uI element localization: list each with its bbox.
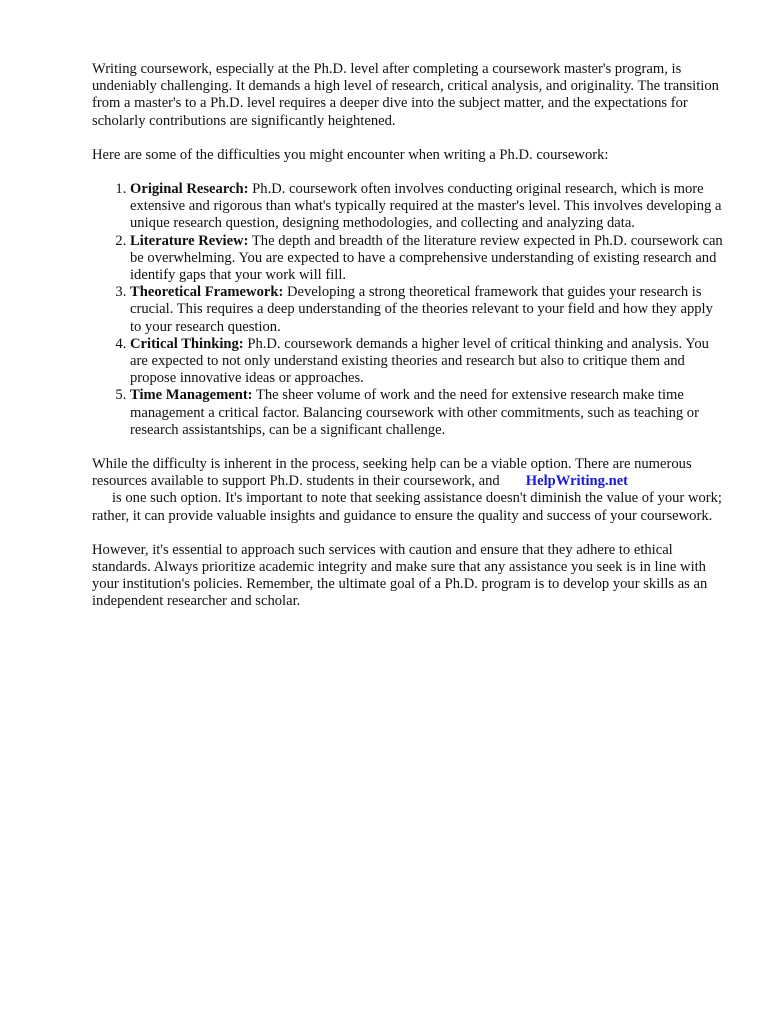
- help-text-after: is one such option. It's important to note that seeking assistance doesn't diminish the value of your work; rather, it can provide valuable insights and guidance to ensure the quality and success of your coursework.: [92, 490, 722, 524]
- list-item-text: Ph.D. coursework often involves conducting original research, which is more extensive and rigorous than what's typically required at the master's level. This involves developing a unique research question, designing methodologies, and collecting and analyzing data.: [130, 181, 722, 232]
- list-item-text: The depth and breadth of the literature review expected in Ph.D. coursework can be overwhelming. You are expected to have a comprehensive understanding of existing research and identify gaps that your work will fill.: [130, 232, 723, 284]
- help-paragraph: [92, 456, 726, 525]
- list-item: [130, 233, 726, 285]
- helpwriting-link[interactable]: HelpWriting.net: [525, 473, 629, 490]
- list-item-text: Ph.D. coursework demands a higher level of critical thinking and analysis. You are expected to not only understand existing theories and research but also to critique them and propose innovative ideas or approaches.: [130, 335, 709, 387]
- list-item-term: Original Research:: [130, 181, 249, 198]
- closing-paragraph: However, it's essential to approach such services with caution and ensure that they adhere to ethical standards. Always prioritize academic integrity and make sure that any assistance you seek is in line with your institution's policies. Remember, the ultimate goal of a Ph.D. program is to develop your skills as an independent researcher and scholar.: [92, 541, 708, 610]
- list-item-term: Theoretical Framework:: [130, 284, 284, 301]
- help-text-before: While the difficulty is inherent in the process, seeking help can be a viable option. There are numerous resources available to support Ph.D. students in their coursework, and: [92, 456, 692, 490]
- difficulties-list: [92, 181, 726, 439]
- list-item: [130, 284, 726, 336]
- list-item: [130, 336, 726, 388]
- list-item-text: Developing a strong theoretical framework that guides your research is crucial. This requires a deep understanding of the theories relevant to your field and how they apply to your research question.: [130, 284, 713, 335]
- list-item-term: Critical Thinking:: [130, 335, 244, 352]
- list-item: [130, 181, 726, 233]
- list-item: [130, 387, 726, 439]
- intro-paragraph: Writing coursework, especially at the Ph.D. level after completing a coursework master's program, is undeniably challenging. It demands a high level of research, critical analysis, and originality. The transition from a master's to a Ph.D. level requires a deeper dive into the subject matter, and the expectations for scholarly contributions are significantly heightened.: [92, 61, 719, 129]
- list-item-text: The sheer volume of work and the need for extensive research make time management a critical factor. Balancing coursework with other commitments, such as teaching or research assistantships, can be a significant challenge.: [130, 387, 699, 438]
- list-item-term: Time Management:: [130, 387, 253, 404]
- list-item-term: Literature Review:: [130, 232, 249, 249]
- lead-paragraph: Here are some of the difficulties you might encounter when writing a Ph.D. coursework:: [92, 146, 609, 163]
